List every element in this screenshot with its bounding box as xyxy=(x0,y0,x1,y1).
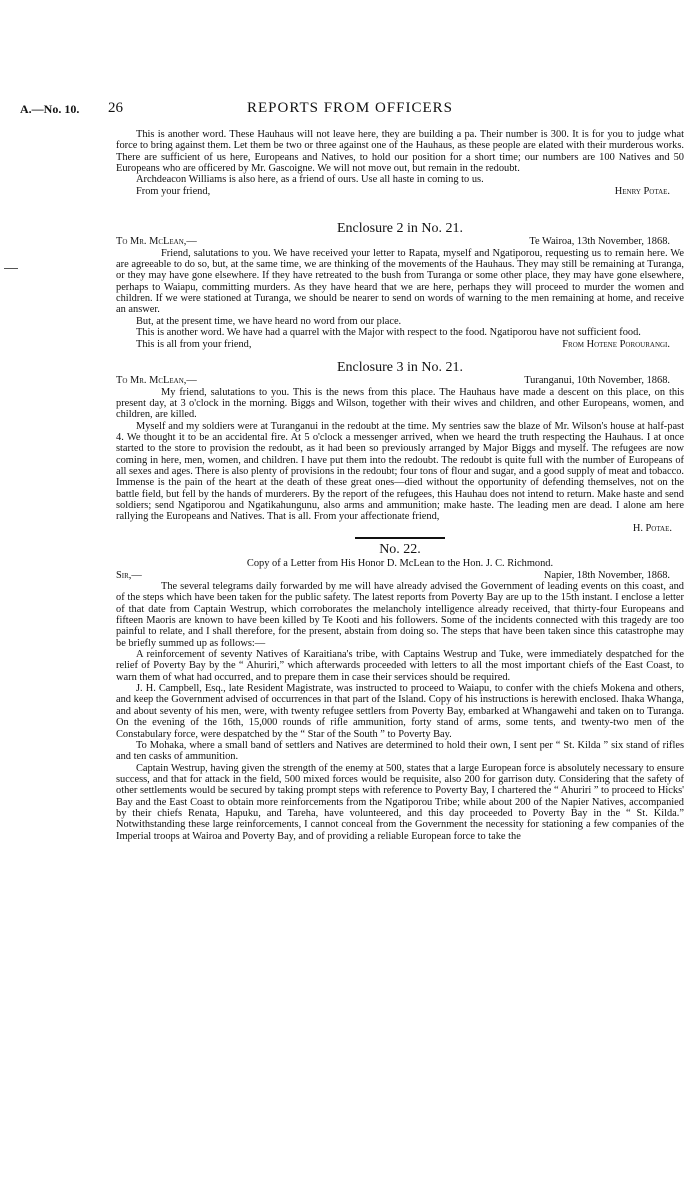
paragraph: Myself and my soldiers were at Turanganui in the redoubt at the time. My sentries saw the blaze of Mr. Wilson's house at half-past 4. We thought it to be an accidental fire. At 5 o'clock a messenger arrived, when we heard the truth respecting the Hauhaus. I at once started to the store to provision the redoubt, as it had been so previously arranged by Major Biggs and myself. The refugees are now coming in here, men, women, and children. I have put them into the redoubt. The redoubt is quite full with the number of Europeans of all sexes and ages. There is also plenty of provisions in the redoubt; four tons of flour and sugar, and a good supply of meat and tobacco. Immense is the pain of the heart at the death of these great ones—died without the opportunity of defending themselves, not on the battle field, but fell by the hands of murderers. By the report of the refugees, this Hauhau does not intend to return. Make haste and send soldiers; send Ngatiporou and Ngatikahungunu, also arms and ammunition; make haste. The leading men are dead. I alone am here rallying the Europeans and Natives. That is all. From your affectionate friend, xyxy=(116,420,684,523)
address-row xyxy=(116,236,684,247)
paragraph: My friend, salutations to you. This is the news from this place. The Hauhaus have made a descent on this place, on this present day, at 3 o'clock in the morning. Biggs and Wilson, together with their wives and children, and other Europeans, women, and children, are killed. xyxy=(116,386,684,421)
signature: H. Potae. xyxy=(632,522,672,534)
enclosure-3 xyxy=(116,359,684,539)
addressee: To Mr. McLean,— xyxy=(116,375,197,387)
margin-mark xyxy=(4,268,18,269)
signature: From Hotene Porourangi. xyxy=(562,338,670,350)
place-date: Turanganui, 10th November, 1868. xyxy=(524,375,670,387)
running-title: REPORTS FROM OFFICERS xyxy=(247,100,453,116)
page-body xyxy=(116,129,684,842)
paragraph: A reinforcement of seventy Natives of Karaitiana's tribe, with Captains Westrup and Tuke, were immediately despatched for the relief of Poverty Bay by the “ Ahuriri,” which afterwards proceeded with letters to all the most important chiefs of the East Coast, to warn them of what had occurred, and to prepare them in case their services should be required. xyxy=(116,649,684,683)
paragraph: To Mohaka, where a small band of settlers and Natives are determined to hold their own, I sent per “ St. Kilda ” six stand of rifles and ten casks of ammunition. xyxy=(116,739,684,763)
letter-no-22 xyxy=(116,544,684,842)
place-date: Te Wairoa, 13th November, 1868. xyxy=(529,236,670,248)
paragraph: Friend, salutations to you. We have received your letter to Rapata, myself and Ngatiporou, requesting us to remain here. We are agreeable to do so, but, at the same time, we are thinking of the movements of the Hauhaus. They may still be remaining at Turanga, or they may have gone elsewhere. If they have retreated to the bush from Turanga or some other place, they may have gone elsewhere, perhaps to Waiapu, committing murders. As they have heard that we are here, perhaps they will proceed to murder the women and children. If we were stationed at Turanga, we should be nearer to send on words of warning to the men remaining at home, and receive an answer. xyxy=(116,247,684,316)
enclosure-heading: Enclosure 3 in No. 21. xyxy=(337,359,463,375)
closing: This is all from your friend, xyxy=(136,338,252,350)
paragraph: Captain Westrup, having given the strength of the enemy at 500, states that a large European force is absolutely necessary to ensure success, and that for attack in the field, 500 mixed forces would be requisite, also 200 for garrison duty. Considering that the safety of other settlements would be secured by taking prompt steps with reference to Poverty Bay, I chartered the “ Ahuriri ” to proceed to Hicks' Bay and the East Coast to obtain more reinforcements from the Ngatiporou Tribe; while about 200 of the Napier Natives, accompanied by their chiefs Renata, Hapuku, and Tareha, have volunteered, and this day proceeded to Poverty Bay in the “ St. Kilda.” Notwithstanding these large reinforcements, I cannot conceal from the Government the necessity for stationing a few companies of the Imperial troops at Wairoa and Poverty Bay, and of providing a reliable European force to take the xyxy=(116,762,684,842)
section-divider xyxy=(355,537,445,539)
paragraph: Archdeacon Williams is also here, as a friend of ours. Use all haste in coming to us. xyxy=(136,174,484,186)
letter-closing-row xyxy=(116,186,684,197)
page-header xyxy=(20,100,680,120)
letter-continuation xyxy=(116,129,684,197)
address-row xyxy=(116,570,684,581)
letter-number-heading: No. 22. xyxy=(379,542,421,557)
closing: From your friend, xyxy=(136,185,211,197)
place-date: Napier, 18th November, 1868. xyxy=(543,569,670,581)
letter-closing-row xyxy=(116,339,684,350)
paragraph: J. H. Campbell, Esq., late Resident Magistrate, was instructed to proceed to Waiapu, to confer with the chiefs Mokena and others, and keep the Government advised of occurrences in that part of the Island. Copy of his instructions is herewith enclosed. Ihaka Whanga, and about seventy of his men, were, with twenty refugee settlers from Poverty Bay, embarked at Whangawehi and taken on to Turanga. On the evening of the 16th, 15,000 rounds of rifle ammunition, forty stand of arms, some tents, and twenty-two men of the Constabulary force, were despatched by the “ Star of the South ” to Poverty Bay. xyxy=(116,683,684,740)
paragraph: The several telegrams daily forwarded by me will have already advised the Government of leading events on this coast, and of the steps which have been taken for the public safety. The latest reports from Poverty Bay are up to the 15th instant. I enclose a letter of that date from Captain Westrup, which corroborates the melancholy intelligence already received, that thirty-four Europeans and fifteen Maoris are known to have been killed by Te Kooti and his followers. Some of the incidents connected with this tragedy are too painful to relate, and I shall therefore, for the present, abstain from doing so. The steps that have been taken since this catastrophe may be briefly summed up as follows:— xyxy=(116,581,684,649)
signature: Henry Potae. xyxy=(614,185,670,197)
salutation: Sir,— xyxy=(116,569,142,581)
enclosure-heading: Enclosure 2 in No. 21. xyxy=(337,221,463,237)
document-reference: A.—No. 10. xyxy=(20,102,80,116)
enclosure-2 xyxy=(116,223,684,350)
copy-line: Copy of a Letter from His Honor D. McLean to the Hon. J. C. Richmond. xyxy=(246,558,554,570)
paragraph: This is another word. We have had a quarrel with the Major with respect to the food. Ngatiporou have not sufficient food. xyxy=(136,327,641,339)
paragraph: But, at the present time, we have heard no word from our place. xyxy=(136,315,402,327)
addressee: To Mr. McLean,— xyxy=(116,236,197,248)
address-row xyxy=(116,375,684,386)
paragraph: This is another word. These Hauhaus will not leave here, they are building a pa. Their number is 300. It is for you to judge what force to bring against them. Let them be two or three against one of the Hauhaus, as these people are elated with their murderous works. There are sufficient of us here, Europeans and Natives, to hold our position for a short time; our numbers are 100 Natives and 50 Europeans who are officered by Mr. Gascoigne. We will not move out, but remain in the redoubt. xyxy=(116,129,684,175)
page-number: 26 xyxy=(108,100,123,116)
